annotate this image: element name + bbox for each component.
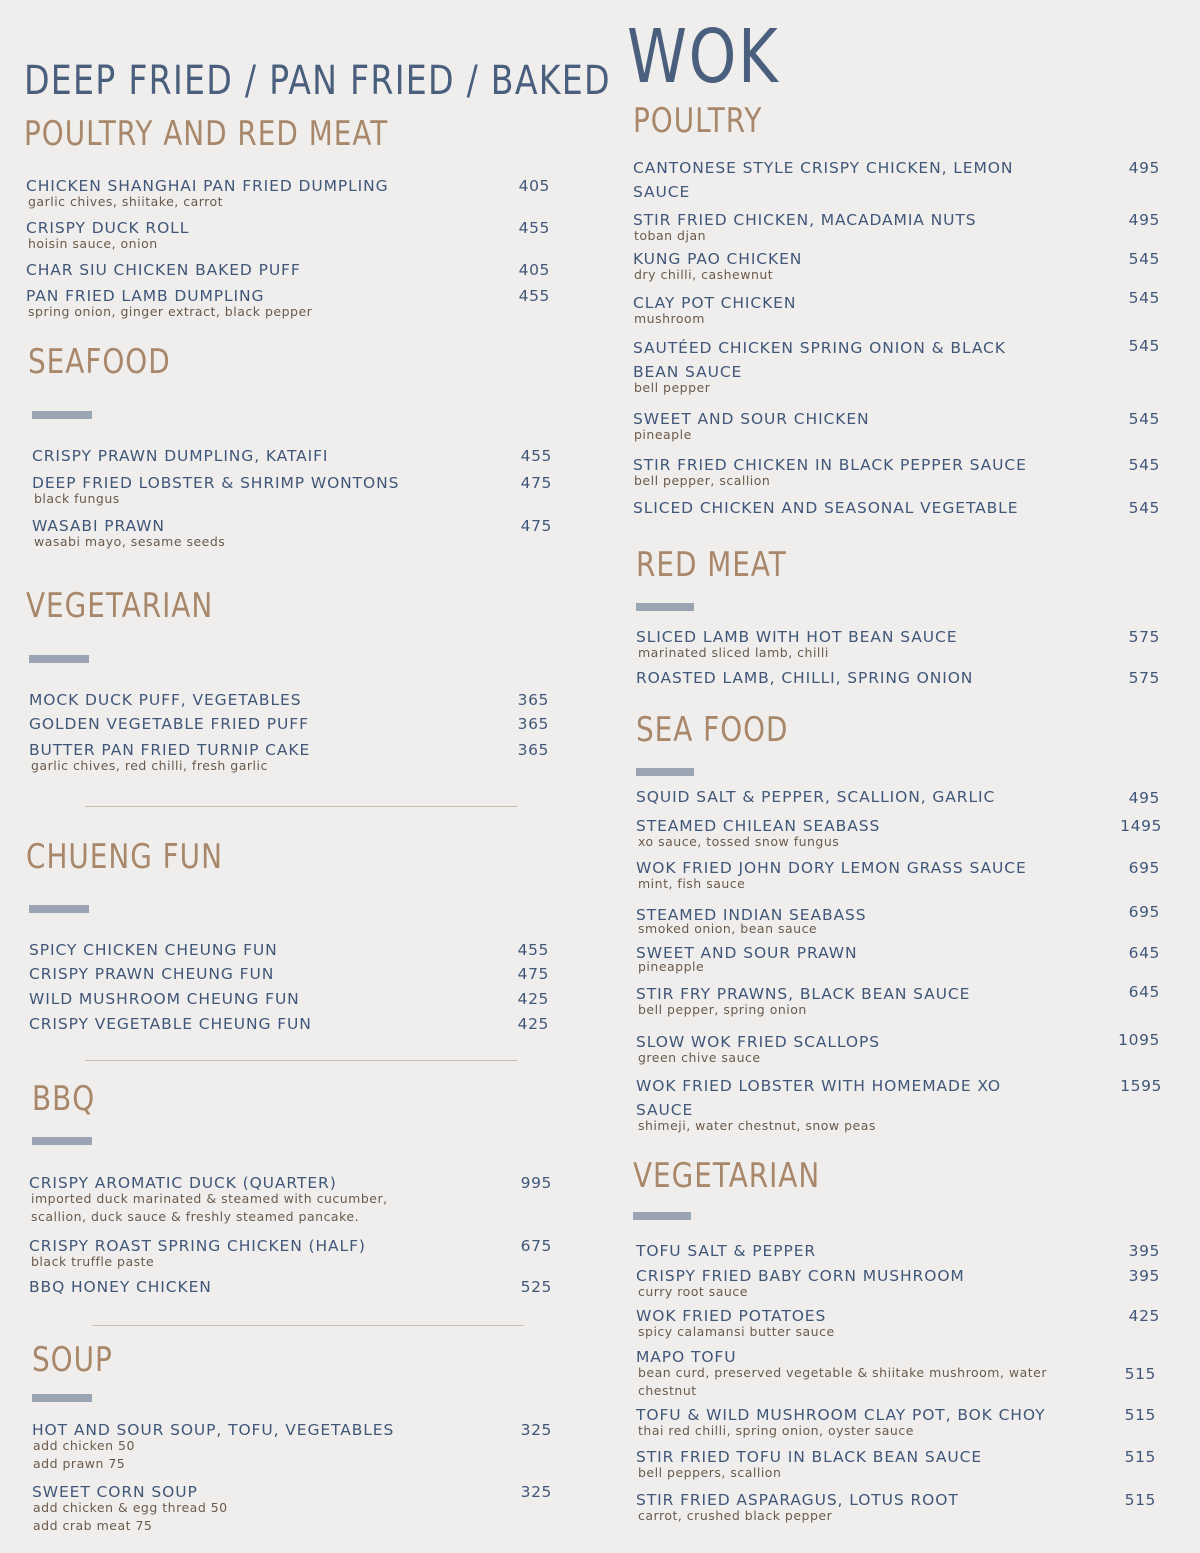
item-description: black truffle paste	[31, 1254, 155, 1269]
section-heading-seafood: SEAFOOD	[28, 342, 171, 382]
item-price: 365	[517, 741, 549, 759]
item-description: bell pepper	[634, 380, 711, 395]
menu-item	[633, 247, 1073, 284]
item-price: 495	[1128, 159, 1160, 177]
item-description: bell pepper, scallion	[634, 473, 771, 488]
item-price: 695	[1128, 903, 1160, 921]
menu-item	[636, 856, 1076, 893]
item-price: 325	[520, 1483, 552, 1501]
menu-item	[32, 444, 512, 468]
menu-item	[29, 962, 509, 986]
item-description: imported duck marinated & steamed with cucumber, scallion, duck sauce & freshly steamed pancake.	[31, 1191, 388, 1224]
item-description: bell pepper, spring onion	[638, 1002, 807, 1017]
item-price: 675	[520, 1237, 552, 1255]
item-name: CLAY POT CHICKEN	[633, 294, 797, 312]
item-price: 455	[520, 447, 552, 465]
menu-item	[636, 941, 1076, 976]
section-separator-line	[85, 806, 517, 807]
item-name: MAPO TOFU	[636, 1348, 737, 1366]
item-price: 575	[1128, 628, 1160, 646]
section-heading-red-meat: RED MEAT	[636, 545, 787, 585]
item-name: STIR FRIED TOFU IN BLACK BEAN SAUCE	[636, 1448, 983, 1466]
item-name: WOK FRIED LOBSTER WITH HOMEMADE XO SAUCE	[636, 1077, 1002, 1119]
item-price: 545	[1128, 499, 1160, 517]
item-name: CRISPY FRIED BABY CORN MUSHROOM	[636, 1267, 965, 1285]
menu-item	[636, 1304, 1096, 1341]
menu-item	[29, 688, 509, 712]
menu-item	[29, 1012, 509, 1036]
menu-item	[29, 1234, 509, 1271]
item-name: CRISPY PRAWN CHEUNG FUN	[29, 965, 275, 983]
menu-item	[636, 666, 1076, 690]
item-name: SWEET AND SOUR PRAWN	[636, 944, 858, 962]
item-price: 395	[1128, 1267, 1160, 1285]
item-name: CRISPY VEGETABLE CHEUNG FUN	[29, 1015, 312, 1033]
item-price: 545	[1128, 337, 1160, 355]
section-heading-soup: SOUP	[32, 1340, 113, 1380]
item-name: CRISPY ROAST SPRING CHICKEN (HALF)	[29, 1237, 366, 1255]
menu-item	[633, 291, 1073, 328]
item-name: STIR FRIED CHICKEN, MACADAMIA NUTS	[633, 211, 977, 229]
menu-item	[32, 1418, 512, 1473]
menu-item	[636, 1488, 1096, 1525]
menu-item	[26, 284, 506, 321]
section-divider-dash	[633, 1212, 691, 1220]
item-price: 995	[520, 1174, 552, 1192]
item-description: pineapple	[638, 959, 705, 974]
menu-item	[633, 156, 1063, 204]
item-price: 575	[1128, 669, 1160, 687]
item-description: wasabi mayo, sesame seeds	[34, 534, 226, 549]
section-divider-dash	[29, 655, 89, 663]
item-price: 475	[520, 474, 552, 492]
section-divider-dash	[32, 1394, 92, 1402]
section-heading-sea-food: SEA FOOD	[636, 710, 789, 750]
item-price: 1595	[1120, 1077, 1162, 1095]
item-name: TOFU & WILD MUSHROOM CLAY POT, BOK CHOY	[636, 1406, 1046, 1424]
item-price: 365	[517, 691, 549, 709]
menu-item	[32, 471, 512, 508]
menu-item	[636, 814, 1076, 851]
item-price: 545	[1128, 289, 1160, 307]
menu-item	[29, 738, 509, 775]
menu-item	[636, 1239, 1096, 1263]
item-name: STEAMED INDIAN SEABASS	[636, 906, 867, 924]
menu-item	[32, 1480, 512, 1535]
item-price: 645	[1128, 983, 1160, 1001]
item-price: 425	[517, 1015, 549, 1033]
item-price: 365	[517, 715, 549, 733]
item-price: 515	[1124, 1448, 1156, 1466]
item-description: marinated sliced lamb, chilli	[638, 645, 829, 660]
item-name: SPICY CHICKEN CHEUNG FUN	[29, 941, 278, 959]
item-description: pineaple	[634, 427, 692, 442]
item-name: DEEP FRIED LOBSTER & SHRIMP WONTONS	[32, 474, 400, 492]
item-price: 455	[517, 941, 549, 959]
item-price: 1495	[1120, 817, 1162, 835]
item-name: CRISPY AROMATIC DUCK (QUARTER)	[29, 1174, 337, 1192]
menu-item	[29, 987, 509, 1011]
item-name: HOT AND SOUR SOUP, TOFU, VEGETABLES	[32, 1421, 395, 1439]
menu-item	[26, 258, 506, 282]
right-menu-title: WOK	[627, 14, 780, 100]
item-description: curry root sauce	[638, 1284, 748, 1299]
section-divider-dash	[32, 411, 92, 419]
item-name: SWEET AND SOUR CHICKEN	[633, 410, 870, 428]
item-description: xo sauce, tossed snow fungus	[638, 834, 840, 849]
item-name: WOK FRIED JOHN DORY LEMON GRASS SAUCE	[636, 859, 1027, 877]
menu-item	[26, 174, 506, 211]
item-description: spring onion, ginger extract, black pepper	[28, 304, 313, 319]
menu-item	[633, 407, 1073, 444]
item-name: BBQ HONEY CHICKEN	[29, 1278, 212, 1296]
item-description: add chicken 50	[33, 1438, 135, 1453]
item-name: SLOW WOK FRIED SCALLOPS	[636, 1033, 880, 1051]
item-price: 515	[1124, 1406, 1156, 1424]
item-name: WASABI PRAWN	[32, 517, 165, 535]
item-name: STIR FRIED ASPARAGUS, LOTUS ROOT	[636, 1491, 959, 1509]
menu-item	[636, 1345, 1096, 1400]
item-description: toban djan	[634, 228, 707, 243]
item-price: 515	[1124, 1365, 1156, 1383]
section-heading-bbq: BBQ	[32, 1079, 96, 1119]
section-heading-poultry-red-meat: POULTRY AND RED MEAT	[24, 114, 389, 154]
item-price: 545	[1128, 250, 1160, 268]
menu-item	[29, 712, 509, 736]
item-price: 405	[518, 177, 550, 195]
item-price: 1095	[1118, 1031, 1160, 1049]
section-separator-line	[92, 1325, 524, 1326]
item-price: 395	[1128, 1242, 1160, 1260]
item-name: MOCK DUCK PUFF, VEGETABLES	[29, 691, 302, 709]
section-heading-poultry: POULTRY	[633, 101, 763, 141]
menu-item	[636, 1030, 1076, 1067]
item-description: mushroom	[634, 311, 705, 326]
section-divider-dash	[636, 603, 694, 611]
item-price: 695	[1128, 859, 1160, 877]
item-price: 525	[520, 1278, 552, 1296]
item-description: garlic chives, shiitake, carrot	[28, 194, 224, 209]
item-price: 515	[1124, 1491, 1156, 1509]
menu-item	[633, 208, 1073, 245]
section-divider-dash	[636, 768, 694, 776]
item-price: 455	[518, 287, 550, 305]
item-name: TOFU SALT & PEPPER	[636, 1242, 817, 1260]
menu-item	[26, 216, 506, 253]
item-name: CANTONESE STYLE CRISPY CHICKEN, LEMON SAUCE	[633, 159, 1014, 201]
item-description: mint, fish sauce	[638, 876, 746, 891]
menu-item	[636, 982, 1076, 1019]
item-description: thai red chilli, spring onion, oyster sauce	[638, 1423, 914, 1438]
section-heading-chueng-fun: CHUENG FUN	[26, 837, 223, 877]
item-name: STIR FRY PRAWNS, BLACK BEAN SAUCE	[636, 985, 971, 1003]
item-description: add chicken & egg thread 50	[33, 1500, 228, 1515]
menu-item	[633, 453, 1073, 490]
item-name: KUNG PAO CHICKEN	[633, 250, 803, 268]
item-price: 495	[1128, 211, 1160, 229]
item-name: CRISPY PRAWN DUMPLING, KATAIFI	[32, 447, 329, 465]
item-description: dry chilli, cashewnut	[634, 267, 774, 282]
item-description: add prawn 75	[33, 1456, 126, 1471]
left-menu-title: DEEP FRIED / PAN FRIED / BAKED	[24, 58, 611, 104]
menu-item	[636, 903, 1076, 938]
item-price: 495	[1128, 789, 1160, 807]
menu-item	[636, 1445, 1096, 1482]
item-description: spicy calamansi butter sauce	[638, 1324, 835, 1339]
menu-item	[29, 1275, 509, 1299]
item-name: CHICKEN SHANGHAI PAN FRIED DUMPLING	[26, 177, 389, 195]
section-divider-dash	[32, 1137, 92, 1145]
section-heading-vegetarian: VEGETARIAN	[26, 586, 214, 626]
menu-item	[636, 785, 1076, 809]
item-name: WOK FRIED POTATOES	[636, 1307, 827, 1325]
item-name: SLICED CHICKEN AND SEASONAL VEGETABLE	[633, 499, 1019, 517]
menu-item	[32, 514, 512, 551]
item-description: black fungus	[34, 491, 120, 506]
menu-item	[636, 625, 1076, 662]
section-heading-vegetarian-wok: VEGETARIAN	[633, 1156, 821, 1196]
item-description: hoisin sauce, onion	[28, 236, 158, 251]
item-name: STEAMED CHILEAN SEABASS	[636, 817, 881, 835]
menu-item	[636, 1264, 1096, 1301]
menu-item	[633, 496, 1073, 520]
item-price: 405	[518, 261, 550, 279]
item-name: SAUTÉED CHICKEN SPRING ONION & BLACK BEAN SAUCE	[633, 339, 1006, 381]
item-price: 475	[517, 965, 549, 983]
item-name: WILD MUSHROOM CHEUNG FUN	[29, 990, 300, 1008]
item-description: shimeji, water chestnut, snow peas	[638, 1118, 876, 1133]
menu-item	[636, 1403, 1096, 1440]
item-description: smoked onion, bean sauce	[638, 921, 818, 936]
item-name: CRISPY DUCK ROLL	[26, 219, 190, 237]
item-description: garlic chives, red chilli, fresh garlic	[31, 758, 268, 773]
item-name: PAN FRIED LAMB DUMPLING	[26, 287, 265, 305]
item-price: 475	[520, 517, 552, 535]
item-price: 645	[1128, 944, 1160, 962]
item-name: SWEET CORN SOUP	[32, 1483, 198, 1501]
item-description: add crab meat 75	[33, 1518, 153, 1533]
item-price: 455	[518, 219, 550, 237]
item-price: 545	[1128, 410, 1160, 428]
item-description: bell peppers, scallion	[638, 1465, 782, 1480]
item-name: BUTTER PAN FRIED TURNIP CAKE	[29, 741, 311, 759]
menu-item	[633, 336, 1063, 397]
item-name: STIR FRIED CHICKEN IN BLACK PEPPER SAUCE	[633, 456, 1027, 474]
item-name: CHAR SIU CHICKEN BAKED PUFF	[26, 261, 301, 279]
item-price: 545	[1128, 456, 1160, 474]
item-name: GOLDEN VEGETABLE FRIED PUFF	[29, 715, 309, 733]
menu-item	[29, 1171, 509, 1226]
section-separator-line	[85, 1060, 517, 1061]
item-name: SLICED LAMB WITH HOT BEAN SAUCE	[636, 628, 958, 646]
item-price: 425	[1128, 1307, 1160, 1325]
menu-item	[29, 938, 509, 962]
item-description: green chive sauce	[638, 1050, 761, 1065]
item-price: 425	[517, 990, 549, 1008]
item-price: 325	[520, 1421, 552, 1439]
item-name: SQUID SALT & PEPPER, SCALLION, GARLIC	[636, 788, 996, 806]
item-description: bean curd, preserved vegetable & shiitake mushroom, water chestnut	[638, 1365, 1047, 1398]
item-name: ROASTED LAMB, CHILLI, SPRING ONION	[636, 669, 974, 687]
section-divider-dash	[29, 905, 89, 913]
item-description: carrot, crushed black pepper	[638, 1508, 833, 1523]
menu-item	[636, 1074, 1066, 1135]
